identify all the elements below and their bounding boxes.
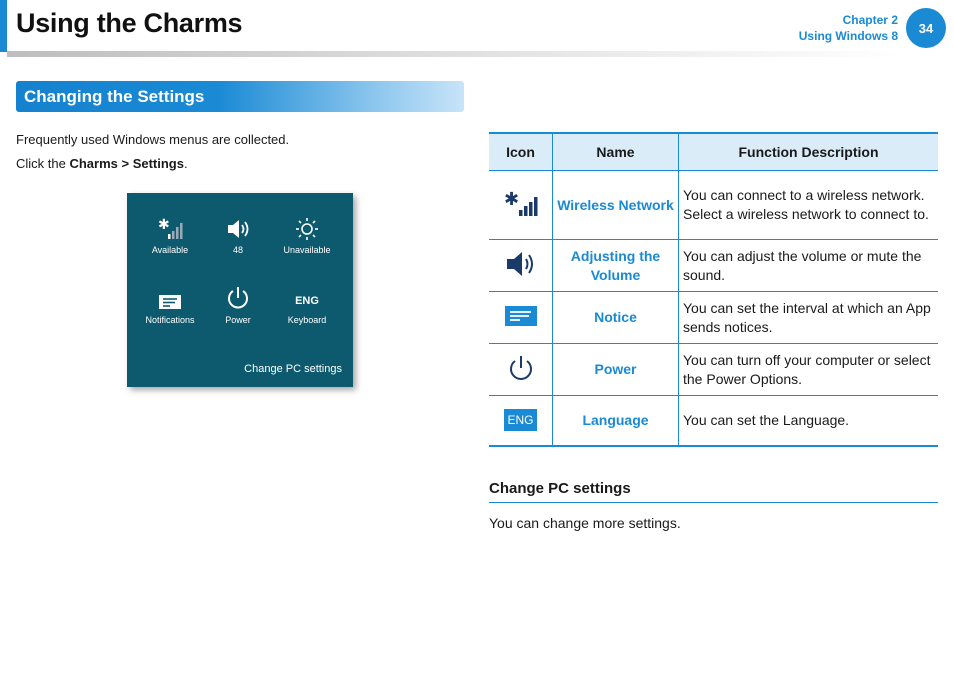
language-glyph: ENG: [504, 409, 536, 431]
subheading-rule: [489, 502, 938, 503]
keyboard-icon: [272, 281, 342, 311]
charm-notifications[interactable]: [135, 281, 205, 325]
keyboard-glyph: ENG: [295, 295, 319, 307]
charm-volume[interactable]: [203, 211, 273, 255]
charm-label: 48: [232, 245, 243, 255]
intro-suffix: .: [183, 156, 188, 171]
change-pc-settings-text: You can change more settings.: [489, 515, 681, 531]
charm-label: Power: [225, 315, 251, 325]
table-header-row: [489, 133, 938, 171]
charm-power[interactable]: [203, 281, 273, 325]
intro-line-2: [16, 152, 289, 176]
change-pc-settings-heading: Change PC settings: [489, 480, 631, 497]
language-icon: [489, 396, 553, 446]
charm-wireless[interactable]: [135, 211, 205, 255]
charms-function-table: [489, 132, 938, 447]
chapter-title: Using Windows 8: [798, 29, 898, 43]
notifications-icon: [135, 281, 205, 311]
table-row: [489, 344, 938, 396]
name-cell: Adjusting the Volume: [553, 240, 679, 292]
name-cell: Notice: [553, 292, 679, 344]
change-pc-settings-link[interactable]: Change PC settings: [244, 363, 342, 375]
power-icon: [489, 344, 553, 396]
table-row: [489, 171, 938, 240]
header-rule: [7, 51, 902, 57]
wireless-icon: [135, 211, 205, 241]
section-title: Changing the Settings: [24, 87, 205, 106]
description-cell: You can set the Language.: [679, 396, 939, 446]
brightness-icon: [272, 211, 342, 241]
name-cell: Wireless Network: [553, 171, 679, 240]
charm-label: Available: [151, 245, 189, 255]
charm-label: Keyboard: [287, 315, 327, 325]
description-cell: You can connect to a wireless network. Select a wireless network to connect to.: [679, 171, 939, 240]
power-icon: [203, 281, 273, 311]
table-row: [489, 240, 938, 292]
description-cell: You can turn off your computer or select the Power Options.: [679, 344, 939, 396]
charms-settings-panel: [127, 193, 353, 387]
charm-keyboard[interactable]: [272, 281, 342, 325]
volume-icon: [489, 240, 553, 292]
wireless-icon: [489, 171, 553, 240]
table-row: [489, 396, 938, 446]
header-description: Function Description: [679, 133, 939, 171]
header-accent-bar: [0, 0, 7, 52]
description-cell: You can adjust the volume or mute the sound.: [679, 240, 939, 292]
page-title: Using the Charms: [16, 8, 243, 38]
name-cell: Language: [553, 396, 679, 446]
charm-label: Unavailable: [283, 245, 331, 255]
description-cell: You can set the interval at which an App sends notices.: [679, 292, 939, 344]
name-cell: Power: [553, 344, 679, 396]
volume-icon: [203, 211, 273, 241]
intro-prefix: Click the: [16, 156, 70, 171]
header-name: Name: [553, 133, 679, 171]
notice-icon: [489, 292, 553, 344]
section-heading-bar: [16, 81, 464, 112]
table-row: [489, 292, 938, 344]
page-number-badge: 34: [906, 8, 946, 48]
chapter-label: [799, 12, 898, 44]
chapter-number: Chapter 2: [842, 13, 898, 27]
svg-text:✱: ✱: [158, 217, 170, 233]
charm-label: Notifications: [145, 315, 195, 325]
header-icon: Icon: [489, 133, 553, 171]
svg-text:✱: ✱: [503, 190, 519, 210]
intro-text: [16, 128, 289, 176]
intro-charms-path: Charms > Settings: [69, 156, 184, 171]
intro-line-1: Frequently used Windows menus are collected.: [16, 132, 290, 147]
charm-brightness[interactable]: [272, 211, 342, 255]
